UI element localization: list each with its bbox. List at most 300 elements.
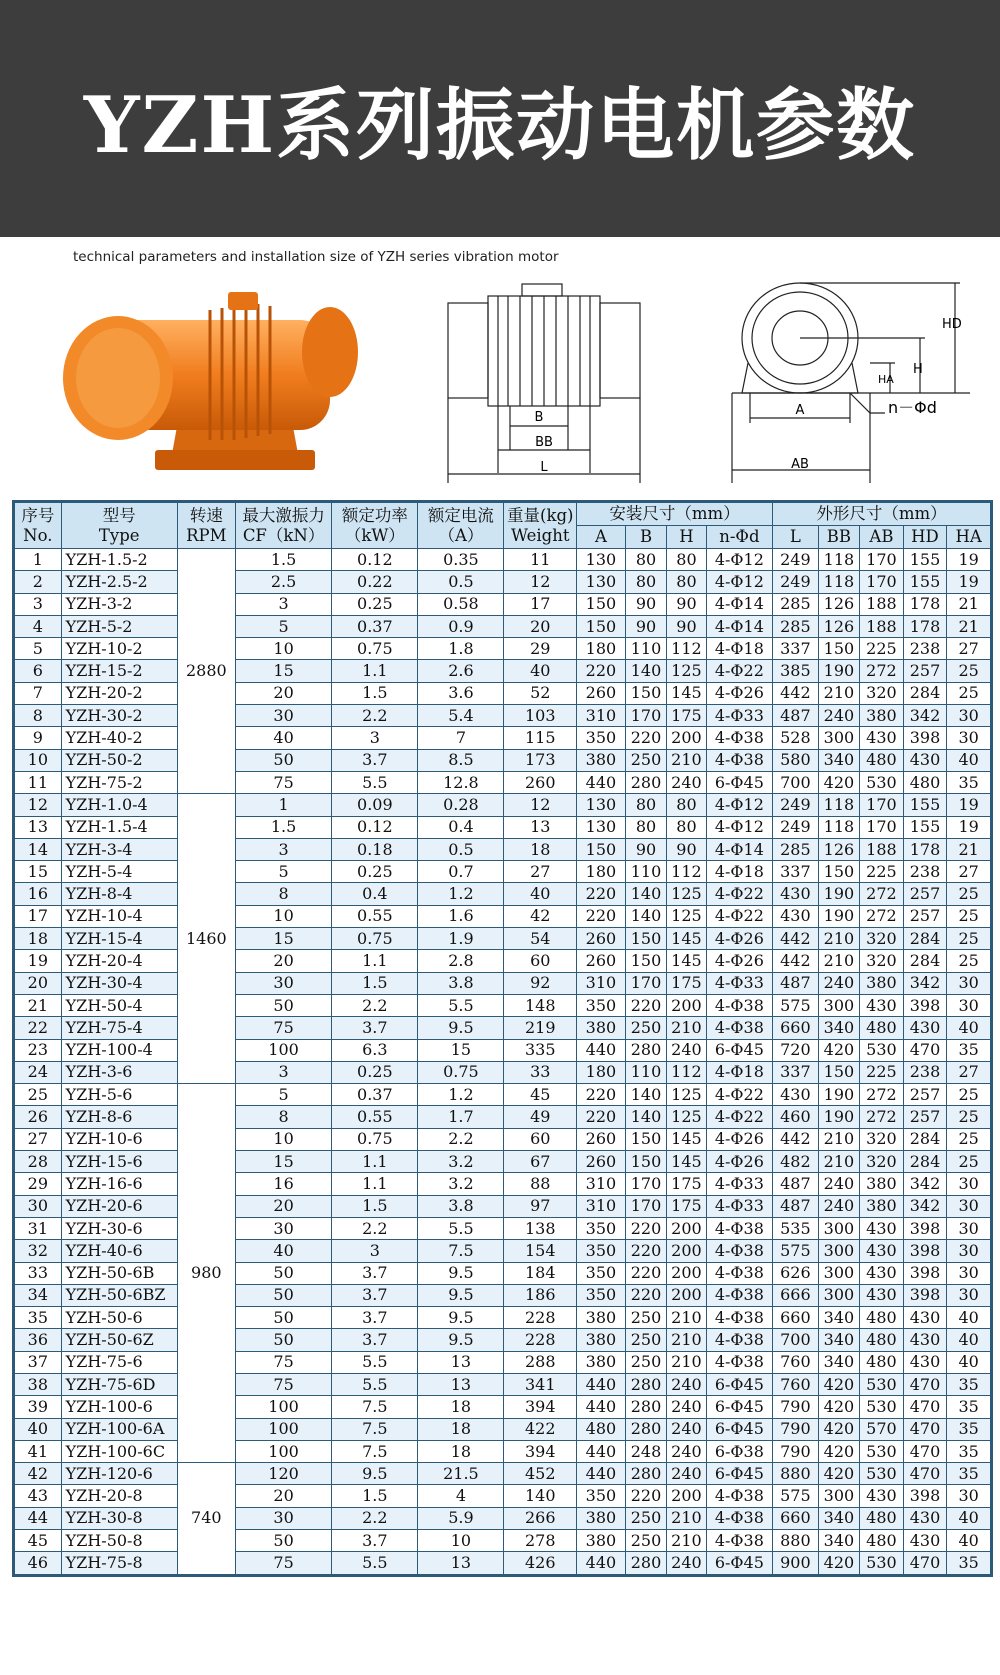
table-cell: 470 <box>903 1396 947 1418</box>
table-cell: 257 <box>903 883 947 905</box>
table-cell: 250 <box>625 1017 666 1039</box>
table-cell: 180 <box>577 638 626 660</box>
table-cell: YZH-50-6BZ <box>61 1284 177 1306</box>
table-cell: 280 <box>625 771 666 793</box>
label-a: A <box>795 403 805 418</box>
table-cell: 41 <box>15 1440 62 1462</box>
table-cell: 140 <box>625 660 666 682</box>
table-cell: 284 <box>903 682 947 704</box>
table-cell: 4-Φ22 <box>706 1084 772 1106</box>
table-cell: 188 <box>860 615 904 637</box>
table-cell: 320 <box>860 950 904 972</box>
table-cell: 190 <box>818 660 859 682</box>
table-cell: 340 <box>818 749 859 771</box>
table-cell: 250 <box>625 1507 666 1529</box>
table-cell: YZH-50-6 <box>61 1307 177 1329</box>
table-cell: 190 <box>818 883 859 905</box>
col-ha: HA <box>947 526 991 549</box>
table-cell: 80 <box>625 816 666 838</box>
table-cell: 178 <box>903 615 947 637</box>
table-cell: 13 <box>504 816 577 838</box>
table-cell: 4-Φ18 <box>706 1061 772 1083</box>
table-cell: 300 <box>818 1217 859 1239</box>
table-cell: 18 <box>418 1396 504 1418</box>
table-cell: 0.75 <box>332 638 418 660</box>
table-cell: 3.7 <box>332 1284 418 1306</box>
table-cell: 50 <box>235 749 331 771</box>
table-cell: 23 <box>15 1039 62 1061</box>
col-outline-group: 外形尺寸（mm） <box>773 503 991 526</box>
table-cell: 145 <box>667 1151 706 1173</box>
table-cell: 40 <box>947 1530 991 1552</box>
table-cell: 6-Φ45 <box>706 1418 772 1440</box>
table-cell: 75 <box>235 771 331 793</box>
table-cell: 11 <box>504 549 577 571</box>
table-row <box>15 1217 991 1239</box>
table-cell: 115 <box>504 727 577 749</box>
table-cell: 760 <box>773 1373 819 1395</box>
table-cell: 25 <box>947 950 991 972</box>
table-cell: 5.5 <box>332 1373 418 1395</box>
table-row <box>15 1106 991 1128</box>
table-cell: 1 <box>15 549 62 571</box>
table-cell: 9 <box>15 727 62 749</box>
table-cell: 720 <box>773 1039 819 1061</box>
table-cell: 90 <box>625 615 666 637</box>
table-cell: 430 <box>903 1507 947 1529</box>
table-cell: 2.2 <box>332 1217 418 1239</box>
table-cell: 337 <box>773 638 819 660</box>
table-cell: 80 <box>667 571 706 593</box>
table-cell: 272 <box>860 1106 904 1128</box>
table-cell: 50 <box>235 1530 331 1552</box>
table-cell: 310 <box>577 972 626 994</box>
table-row <box>15 883 991 905</box>
table-cell: 3.7 <box>332 1307 418 1329</box>
table-cell: 240 <box>818 1195 859 1217</box>
table-cell: 220 <box>625 1240 666 1262</box>
table-cell: 260 <box>577 950 626 972</box>
table-cell: 9.5 <box>418 1284 504 1306</box>
table-cell: 12 <box>504 571 577 593</box>
table-cell: 4-Φ38 <box>706 1262 772 1284</box>
table-cell: 300 <box>818 727 859 749</box>
table-cell: 30 <box>947 1240 991 1262</box>
table-cell: 7 <box>15 682 62 704</box>
table-cell: 148 <box>504 994 577 1016</box>
table-cell: 250 <box>625 749 666 771</box>
table-cell: 7.5 <box>332 1418 418 1440</box>
table-cell: 342 <box>903 972 947 994</box>
table-cell: 530 <box>860 1440 904 1462</box>
table-cell: 18 <box>418 1418 504 1440</box>
front-view-drawing <box>730 278 980 483</box>
table-cell: 4-Φ38 <box>706 1507 772 1529</box>
table-row <box>15 1084 991 1106</box>
table-cell: 1.2 <box>418 883 504 905</box>
table-cell: 257 <box>903 1106 947 1128</box>
table-cell: 380 <box>577 1017 626 1039</box>
table-cell: 150 <box>625 1128 666 1150</box>
table-cell: 0.75 <box>418 1061 504 1083</box>
table-cell: 178 <box>903 593 947 615</box>
table-cell: YZH-16-6 <box>61 1173 177 1195</box>
table-cell: YZH-40-2 <box>61 727 177 749</box>
table-cell: 40 <box>947 1017 991 1039</box>
table-cell: 790 <box>773 1418 819 1440</box>
table-cell: 3.7 <box>332 1262 418 1284</box>
table-cell: YZH-20-8 <box>61 1485 177 1507</box>
table-cell: YZH-10-4 <box>61 905 177 927</box>
table-cell: 90 <box>667 593 706 615</box>
table-cell: 220 <box>625 1284 666 1306</box>
table-cell: 45 <box>504 1084 577 1106</box>
table-cell: 626 <box>773 1262 819 1284</box>
col-weight: 重量(kg) Weight <box>504 503 577 549</box>
table-cell: 50 <box>235 1284 331 1306</box>
table-cell: 487 <box>773 1173 819 1195</box>
table-cell: 175 <box>667 1173 706 1195</box>
table-row <box>15 1039 991 1061</box>
table-cell: 238 <box>903 861 947 883</box>
table-cell: YZH-2.5-2 <box>61 571 177 593</box>
table-cell: 100 <box>235 1039 331 1061</box>
table-cell: 50 <box>235 1307 331 1329</box>
table-cell: 130 <box>577 794 626 816</box>
table-cell: 50 <box>235 1262 331 1284</box>
table-cell: 442 <box>773 928 819 950</box>
table-cell: 380 <box>577 1530 626 1552</box>
table-cell: 240 <box>667 1373 706 1395</box>
table-cell: 75 <box>235 1552 331 1574</box>
table-cell: 4-Φ22 <box>706 660 772 682</box>
table-cell: 200 <box>667 1262 706 1284</box>
table-cell: 200 <box>667 1240 706 1262</box>
table-body <box>15 549 991 1575</box>
table-cell: YZH-30-6 <box>61 1217 177 1239</box>
table-row <box>15 1530 991 1552</box>
table-cell: 6-Φ45 <box>706 1373 772 1395</box>
table-cell: 260 <box>504 771 577 793</box>
table-cell: 37 <box>15 1351 62 1373</box>
table-cell: 4-Φ38 <box>706 1017 772 1039</box>
table-cell: 16 <box>15 883 62 905</box>
table-cell: 1 <box>235 794 331 816</box>
table-row <box>15 749 991 771</box>
table-cell: 32 <box>15 1240 62 1262</box>
table-cell: 5.4 <box>418 705 504 727</box>
table-cell: 4-Φ26 <box>706 950 772 972</box>
table-cell: 118 <box>818 816 859 838</box>
table-cell: 44 <box>15 1507 62 1529</box>
table-cell: 15 <box>235 1151 331 1173</box>
table-cell: 284 <box>903 928 947 950</box>
table-cell: 480 <box>860 1507 904 1529</box>
table-cell: 700 <box>773 1329 819 1351</box>
table-cell: 337 <box>773 1061 819 1083</box>
table-cell: 380 <box>860 972 904 994</box>
table-cell: 170 <box>860 816 904 838</box>
table-cell: 700 <box>773 771 819 793</box>
rpm-group-cell: 980 <box>177 1084 235 1463</box>
table-row <box>15 1061 991 1083</box>
table-cell: 13 <box>418 1351 504 1373</box>
table-cell: 666 <box>773 1284 819 1306</box>
table-cell: 530 <box>860 1396 904 1418</box>
table-cell: 112 <box>667 638 706 660</box>
table-cell: 25 <box>947 682 991 704</box>
table-cell: 35 <box>947 1552 991 1574</box>
table-cell: 43 <box>15 1485 62 1507</box>
table-cell: 7 <box>418 727 504 749</box>
table-cell: 310 <box>577 1173 626 1195</box>
table-cell: 335 <box>504 1039 577 1061</box>
table-cell: 110 <box>625 1061 666 1083</box>
table-cell: 34 <box>15 1284 62 1306</box>
table-cell: 337 <box>773 861 819 883</box>
table-cell: 13 <box>418 1552 504 1574</box>
table-cell: YZH-3-2 <box>61 593 177 615</box>
table-cell: 40 <box>504 660 577 682</box>
table-cell: 280 <box>625 1418 666 1440</box>
table-cell: 1.5 <box>235 549 331 571</box>
table-cell: 5.5 <box>332 1552 418 1574</box>
table-cell: 660 <box>773 1017 819 1039</box>
table-cell: 0.7 <box>418 861 504 883</box>
table-cell: 220 <box>577 1084 626 1106</box>
table-cell: 30 <box>947 1217 991 1239</box>
table-cell: 440 <box>577 1373 626 1395</box>
table-cell: 40 <box>947 1329 991 1351</box>
table-cell: 272 <box>860 1084 904 1106</box>
table-cell: 660 <box>773 1507 819 1529</box>
table-cell: 150 <box>625 928 666 950</box>
table-cell: 155 <box>903 816 947 838</box>
table-cell: 15 <box>15 861 62 883</box>
table-cell: 110 <box>625 861 666 883</box>
table-cell: 42 <box>15 1463 62 1485</box>
table-cell: 8 <box>235 883 331 905</box>
table-cell: 103 <box>504 705 577 727</box>
table-cell: 52 <box>504 682 577 704</box>
table-cell: 380 <box>577 1329 626 1351</box>
table-cell: 487 <box>773 1195 819 1217</box>
table-row <box>15 1017 991 1039</box>
table-cell: 420 <box>818 1418 859 1440</box>
table-cell: 260 <box>577 682 626 704</box>
table-row <box>15 1329 991 1351</box>
table-cell: 210 <box>667 1530 706 1552</box>
table-cell: 575 <box>773 1485 819 1507</box>
table-cell: 272 <box>860 883 904 905</box>
table-cell: 470 <box>903 1440 947 1462</box>
table-row <box>15 571 991 593</box>
table-cell: 33 <box>15 1262 62 1284</box>
table-cell: 5 <box>235 615 331 637</box>
table-cell: 9.5 <box>418 1017 504 1039</box>
table-cell: 320 <box>860 928 904 950</box>
table-cell: 278 <box>504 1530 577 1552</box>
col-l: L <box>773 526 819 549</box>
table-cell: 420 <box>818 771 859 793</box>
table-cell: 36 <box>15 1329 62 1351</box>
table-cell: 280 <box>625 1552 666 1574</box>
table-cell: 238 <box>903 638 947 660</box>
table-cell: 530 <box>860 771 904 793</box>
col-no: 序号 No. <box>15 503 62 549</box>
table-cell: 25 <box>947 883 991 905</box>
table-cell: 125 <box>667 905 706 927</box>
table-cell: 535 <box>773 1217 819 1239</box>
table-cell: 35 <box>947 1440 991 1462</box>
col-install-group: 安装尺寸（mm） <box>577 503 773 526</box>
table-cell: 100 <box>235 1418 331 1440</box>
table-cell: 300 <box>818 1240 859 1262</box>
table-cell: 125 <box>667 883 706 905</box>
table-cell: 130 <box>577 549 626 571</box>
table-cell: 10 <box>235 1128 331 1150</box>
table-cell: 487 <box>773 705 819 727</box>
table-cell: YZH-10-2 <box>61 638 177 660</box>
table-cell: 2.2 <box>418 1128 504 1150</box>
table-cell: 0.28 <box>418 794 504 816</box>
table-cell: 190 <box>818 1106 859 1128</box>
table-cell: 45 <box>15 1530 62 1552</box>
table-cell: 170 <box>625 705 666 727</box>
table-cell: 225 <box>860 638 904 660</box>
table-cell: 4-Φ38 <box>706 1485 772 1507</box>
table-cell: 4-Φ38 <box>706 1351 772 1373</box>
table-cell: 340 <box>818 1351 859 1373</box>
table-cell: 30 <box>947 1284 991 1306</box>
table-cell: 10 <box>15 749 62 771</box>
table-cell: 2 <box>15 571 62 593</box>
table-cell: 6-Φ38 <box>706 1440 772 1462</box>
table-cell: 460 <box>773 1106 819 1128</box>
table-cell: 250 <box>625 1329 666 1351</box>
table-row <box>15 593 991 615</box>
table-cell: 0.37 <box>332 615 418 637</box>
table-cell: 8 <box>235 1106 331 1128</box>
table-row <box>15 972 991 994</box>
table-cell: 14 <box>15 838 62 860</box>
label-l: L <box>540 460 548 475</box>
table-cell: 1.1 <box>332 1151 418 1173</box>
table-cell: 200 <box>667 727 706 749</box>
table-cell: 27 <box>504 861 577 883</box>
table-cell: 13 <box>418 1373 504 1395</box>
table-cell: 40 <box>15 1418 62 1440</box>
table-cell: 5 <box>235 1084 331 1106</box>
table-cell: 340 <box>818 1307 859 1329</box>
table-cell: 285 <box>773 593 819 615</box>
table-cell: 19 <box>947 816 991 838</box>
table-cell: YZH-20-6 <box>61 1195 177 1217</box>
table-cell: 426 <box>504 1552 577 1574</box>
table-cell: 30 <box>947 972 991 994</box>
table-cell: 10 <box>418 1530 504 1552</box>
table-cell: 248 <box>625 1440 666 1462</box>
table-cell: 110 <box>625 638 666 660</box>
table-cell: 285 <box>773 615 819 637</box>
table-row <box>15 1307 991 1329</box>
table-cell: 210 <box>818 682 859 704</box>
table-cell: YZH-20-2 <box>61 682 177 704</box>
table-row <box>15 727 991 749</box>
table-cell: 380 <box>577 749 626 771</box>
table-cell: 6-Φ45 <box>706 1552 772 1574</box>
table-cell: 0.22 <box>332 571 418 593</box>
table-cell: 0.37 <box>332 1084 418 1106</box>
table-cell: 1.5 <box>235 816 331 838</box>
rpm-group-cell: 2880 <box>177 549 235 794</box>
table-cell: 480 <box>860 1307 904 1329</box>
table-cell: 33 <box>504 1061 577 1083</box>
table-row <box>15 1440 991 1462</box>
table-cell: YZH-75-2 <box>61 771 177 793</box>
table-cell: 42 <box>504 905 577 927</box>
table-cell: 150 <box>818 1061 859 1083</box>
table-cell: 220 <box>625 1217 666 1239</box>
table-cell: 470 <box>903 1373 947 1395</box>
table-cell: 240 <box>667 1463 706 1485</box>
table-cell: 100 <box>235 1396 331 1418</box>
table-cell: 266 <box>504 1507 577 1529</box>
table-cell: 40 <box>235 727 331 749</box>
table-cell: 398 <box>903 1284 947 1306</box>
table-cell: 422 <box>504 1418 577 1440</box>
table-cell: 75 <box>235 1373 331 1395</box>
table-cell: 25 <box>947 1106 991 1128</box>
table-cell: 225 <box>860 1061 904 1083</box>
table-cell: 250 <box>625 1307 666 1329</box>
table-cell: 40 <box>947 1351 991 1373</box>
table-cell: 4-Φ12 <box>706 571 772 593</box>
table-cell: 155 <box>903 549 947 571</box>
table-cell: 140 <box>625 883 666 905</box>
table-cell: YZH-30-2 <box>61 705 177 727</box>
table-cell: 240 <box>667 1552 706 1574</box>
table-row <box>15 771 991 793</box>
table-cell: 19 <box>947 549 991 571</box>
table-cell: 0.75 <box>332 928 418 950</box>
table-cell: 60 <box>504 950 577 972</box>
table-cell: 9.5 <box>332 1463 418 1485</box>
table-cell: 470 <box>903 1418 947 1440</box>
table-cell: 80 <box>667 794 706 816</box>
table-cell: 3.7 <box>332 749 418 771</box>
table-cell: 285 <box>773 838 819 860</box>
table-cell: 430 <box>903 1017 947 1039</box>
table-header <box>15 503 991 549</box>
table-cell: 2.6 <box>418 660 504 682</box>
table-cell: 380 <box>577 1507 626 1529</box>
table-cell: 530 <box>860 1373 904 1395</box>
col-power: 额定功率 （kW） <box>332 503 418 549</box>
col-hd: HD <box>903 526 947 549</box>
table-cell: 175 <box>667 1195 706 1217</box>
table-cell: 210 <box>818 950 859 972</box>
table-cell: YZH-5-4 <box>61 861 177 883</box>
table-cell: 310 <box>577 705 626 727</box>
label-h: H <box>913 362 923 377</box>
table-cell: 760 <box>773 1351 819 1373</box>
table-cell: 118 <box>818 794 859 816</box>
table-cell: 35 <box>947 1463 991 1485</box>
table-cell: 7.5 <box>332 1396 418 1418</box>
table-row <box>15 1151 991 1173</box>
table-cell: 150 <box>625 682 666 704</box>
